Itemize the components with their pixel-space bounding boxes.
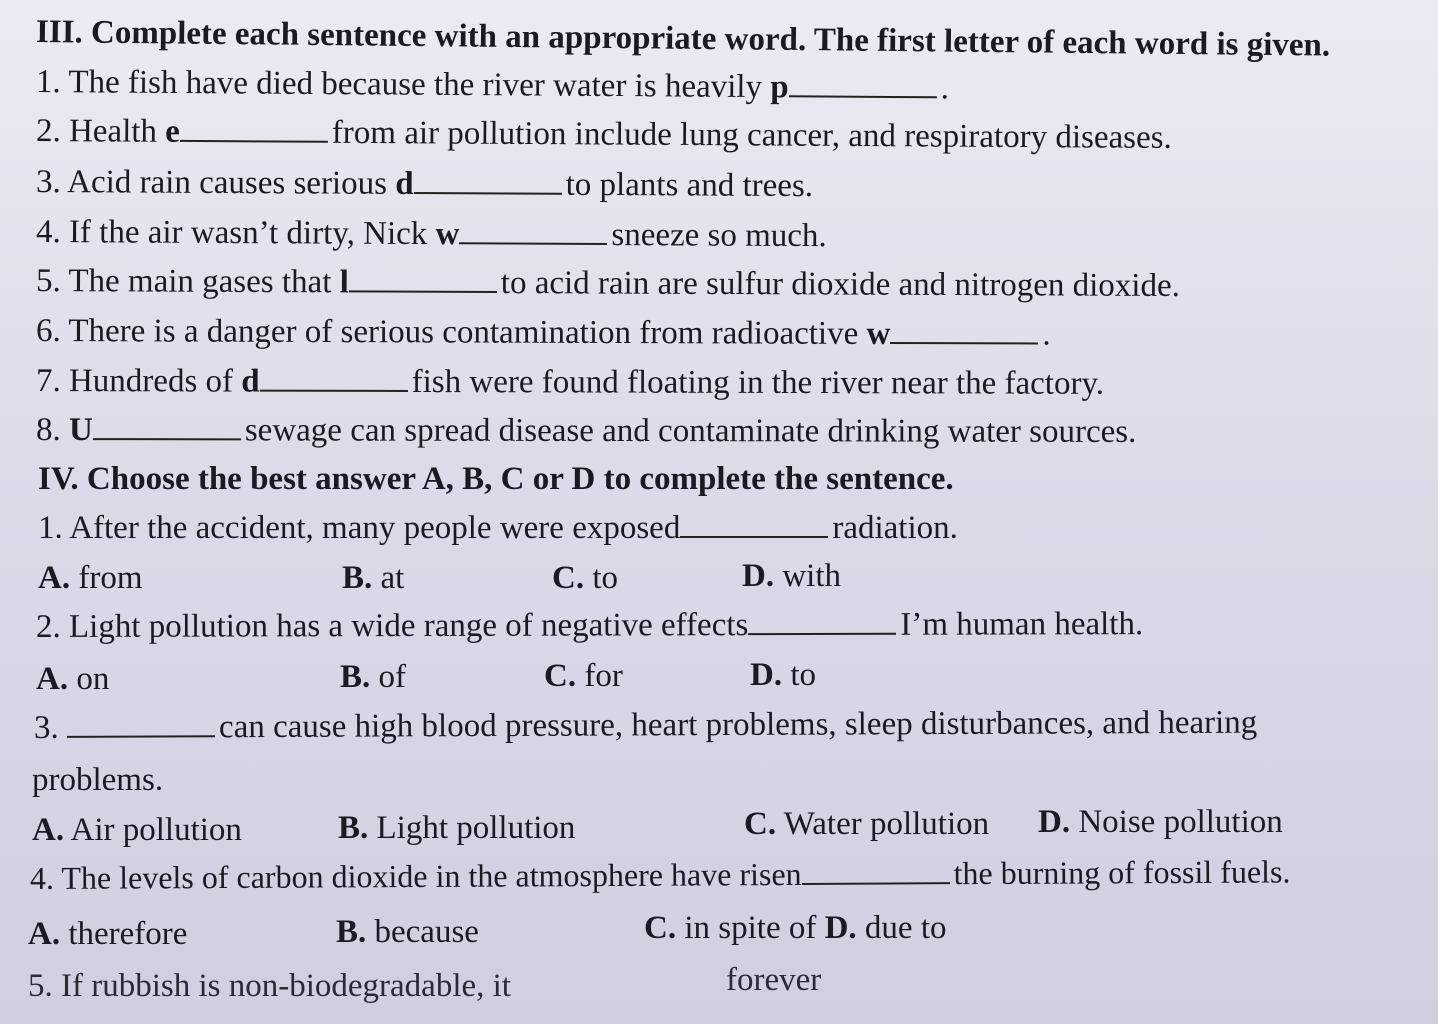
answer-blank[interactable] — [802, 856, 950, 885]
q4-option-c-d[interactable] — [644, 908, 947, 948]
option-text: with — [774, 558, 842, 594]
given-letter: l — [339, 264, 349, 301]
option-text: Air pollution — [64, 812, 242, 848]
item-text-before: There is a danger of serious contamination from radioactive — [68, 313, 867, 352]
question-text-after: I’m human health. — [900, 606, 1144, 643]
s4-question-5: 5. If rubbish is non-biodegradable, it — [28, 968, 511, 1004]
s3-item-1 — [36, 62, 949, 108]
item-number: 2. — [35, 113, 70, 150]
q3-option-d[interactable] — [1038, 802, 1283, 842]
question-text-after: radiation. — [832, 510, 958, 546]
item-text-after: sneeze so much. — [611, 217, 827, 255]
given-letter: U — [68, 412, 93, 449]
item-text-after: sewage can spread disease and contaminate drinking water sources. — [244, 412, 1137, 450]
given-letter: d — [395, 165, 414, 202]
item-text-before: The fish have died because the river water is heavily — [68, 64, 771, 106]
question-text-after: the burning of fossil fuels. — [953, 853, 1291, 892]
s3-item-3 — [36, 162, 813, 206]
item-text-after: to plants and trees. — [565, 166, 814, 205]
q1-option-c[interactable] — [552, 558, 618, 598]
s3-item-2 — [36, 111, 1172, 158]
item-number: 5. — [35, 263, 69, 300]
s4-question-3-continued: problems. — [32, 762, 164, 798]
answer-blank[interactable] — [93, 412, 241, 440]
s4-question-1 — [38, 508, 958, 548]
option-letter: B. — [342, 560, 373, 596]
item-text-after: fish were found floating in the river near the factory. — [411, 363, 1105, 402]
answer-blank[interactable] — [748, 607, 896, 635]
given-letter: w — [866, 315, 891, 352]
item-text-before: If the air wasn’t dirty, Nick — [68, 214, 436, 253]
answer-blank[interactable] — [680, 510, 828, 538]
question-text-before: The levels of carbon dioxide in the atmosphere have risen — [61, 855, 802, 896]
item-text-before: Health — [68, 113, 166, 150]
item-text-before: Acid rain causes serious — [67, 164, 396, 202]
option-text: in spite of — [676, 910, 825, 946]
section-4-heading: IV. Choose the best answer A, B, C or D to complete the sentence. — [38, 461, 954, 497]
option-text: Water pollution — [776, 806, 990, 842]
q2-option-a[interactable] — [36, 659, 109, 699]
question-text-before: After the accident, many people were exposed — [69, 510, 681, 546]
option-letter: C. — [544, 658, 577, 694]
option-letter: D. — [1038, 804, 1071, 840]
item-number: 6. — [35, 313, 69, 350]
option-letter: A. — [38, 560, 71, 596]
option-letter: A. — [36, 661, 69, 697]
s4-question-4 — [30, 851, 1291, 898]
given-letter: p — [770, 69, 789, 106]
option-text: Noise pollution — [1070, 804, 1283, 840]
q1-option-b[interactable] — [342, 558, 404, 598]
option-text: of — [370, 659, 407, 695]
s3-item-5 — [36, 261, 1180, 306]
item-text-before: The main gases that — [68, 263, 340, 301]
question-text-before: Light pollution has a wide range of negative effects — [68, 607, 749, 645]
option-letter: C. — [552, 560, 585, 596]
option-letter: A. — [28, 916, 61, 952]
answer-blank[interactable] — [414, 166, 562, 195]
q4-option-b[interactable] — [336, 912, 479, 952]
s3-item-6 — [36, 311, 1051, 355]
section-3-heading: III. Complete each sentence with an appropriate word. The first letter of each word is given. — [35, 14, 1331, 64]
given-letter: e — [165, 113, 180, 150]
given-letter: d — [241, 363, 260, 400]
option-text: on — [68, 661, 110, 697]
option-letter: B. — [340, 659, 371, 695]
option-letter: C. — [744, 806, 777, 842]
option-text: due to — [856, 910, 947, 946]
option-text: from — [70, 560, 143, 596]
option-letter: D. — [824, 910, 857, 946]
answer-blank[interactable] — [67, 709, 215, 738]
option-text: to — [584, 560, 619, 596]
item-number: 1. — [35, 64, 69, 101]
option-text: at — [372, 560, 405, 596]
item-number: 3. — [35, 164, 68, 201]
given-letter: w — [435, 216, 460, 253]
option-text: for — [576, 658, 623, 694]
item-number: 4. — [35, 214, 70, 251]
q3-option-c[interactable] — [744, 804, 989, 844]
s3-item-8 — [36, 410, 1136, 452]
answer-blank[interactable] — [180, 114, 328, 143]
item-number: 8. — [35, 412, 70, 449]
item-text-after: to acid rain are sulfur dioxide and nitrogen dioxide. — [500, 265, 1180, 304]
item-text-after: from air pollution include lung cancer, and respiratory diseases. — [331, 114, 1172, 156]
q1-option-d[interactable] — [742, 556, 841, 596]
answer-blank[interactable] — [349, 264, 497, 293]
s3-item-4 — [36, 212, 827, 256]
q3-option-b[interactable] — [338, 808, 575, 848]
option-text: Light pollution — [368, 810, 576, 846]
answer-blank[interactable] — [789, 69, 937, 98]
q3-option-a[interactable] — [32, 810, 242, 850]
s4-question-3 — [34, 703, 1257, 748]
s4-question-5-end: forever — [726, 962, 822, 998]
q4-option-a[interactable] — [28, 914, 187, 954]
s4-question-2 — [36, 604, 1143, 647]
option-text: therefore — [60, 916, 188, 952]
answer-blank[interactable] — [260, 364, 408, 392]
option-text: because — [366, 914, 479, 950]
q2-option-d[interactable] — [750, 655, 816, 695]
question-number: 4. — [29, 859, 62, 896]
option-letter: D. — [750, 657, 783, 693]
option-letter: B. — [336, 914, 367, 950]
item-number: 7. — [35, 363, 70, 400]
question-text-after: can cause high blood pressure, heart problems, sleep disturbances, and hearing — [218, 704, 1258, 746]
s3-item-7 — [36, 361, 1104, 404]
question-number: 2. — [35, 608, 70, 645]
option-letter: A. — [32, 812, 65, 848]
answer-blank[interactable] — [890, 316, 1038, 345]
q1-option-a[interactable] — [38, 558, 143, 598]
item-text-after: . — [940, 70, 950, 107]
answer-blank[interactable] — [459, 216, 607, 245]
option-letter: C. — [644, 910, 677, 946]
q2-option-c[interactable] — [544, 656, 623, 696]
question-number: 3. — [33, 709, 68, 746]
option-letter: D. — [742, 558, 775, 594]
item-text-after: . — [1042, 316, 1051, 353]
question-number: 1. — [38, 510, 70, 546]
q2-option-b[interactable] — [340, 657, 406, 697]
option-letter: B. — [338, 810, 369, 846]
option-text: to — [782, 657, 817, 693]
item-text-before: Hundreds of — [68, 363, 242, 400]
